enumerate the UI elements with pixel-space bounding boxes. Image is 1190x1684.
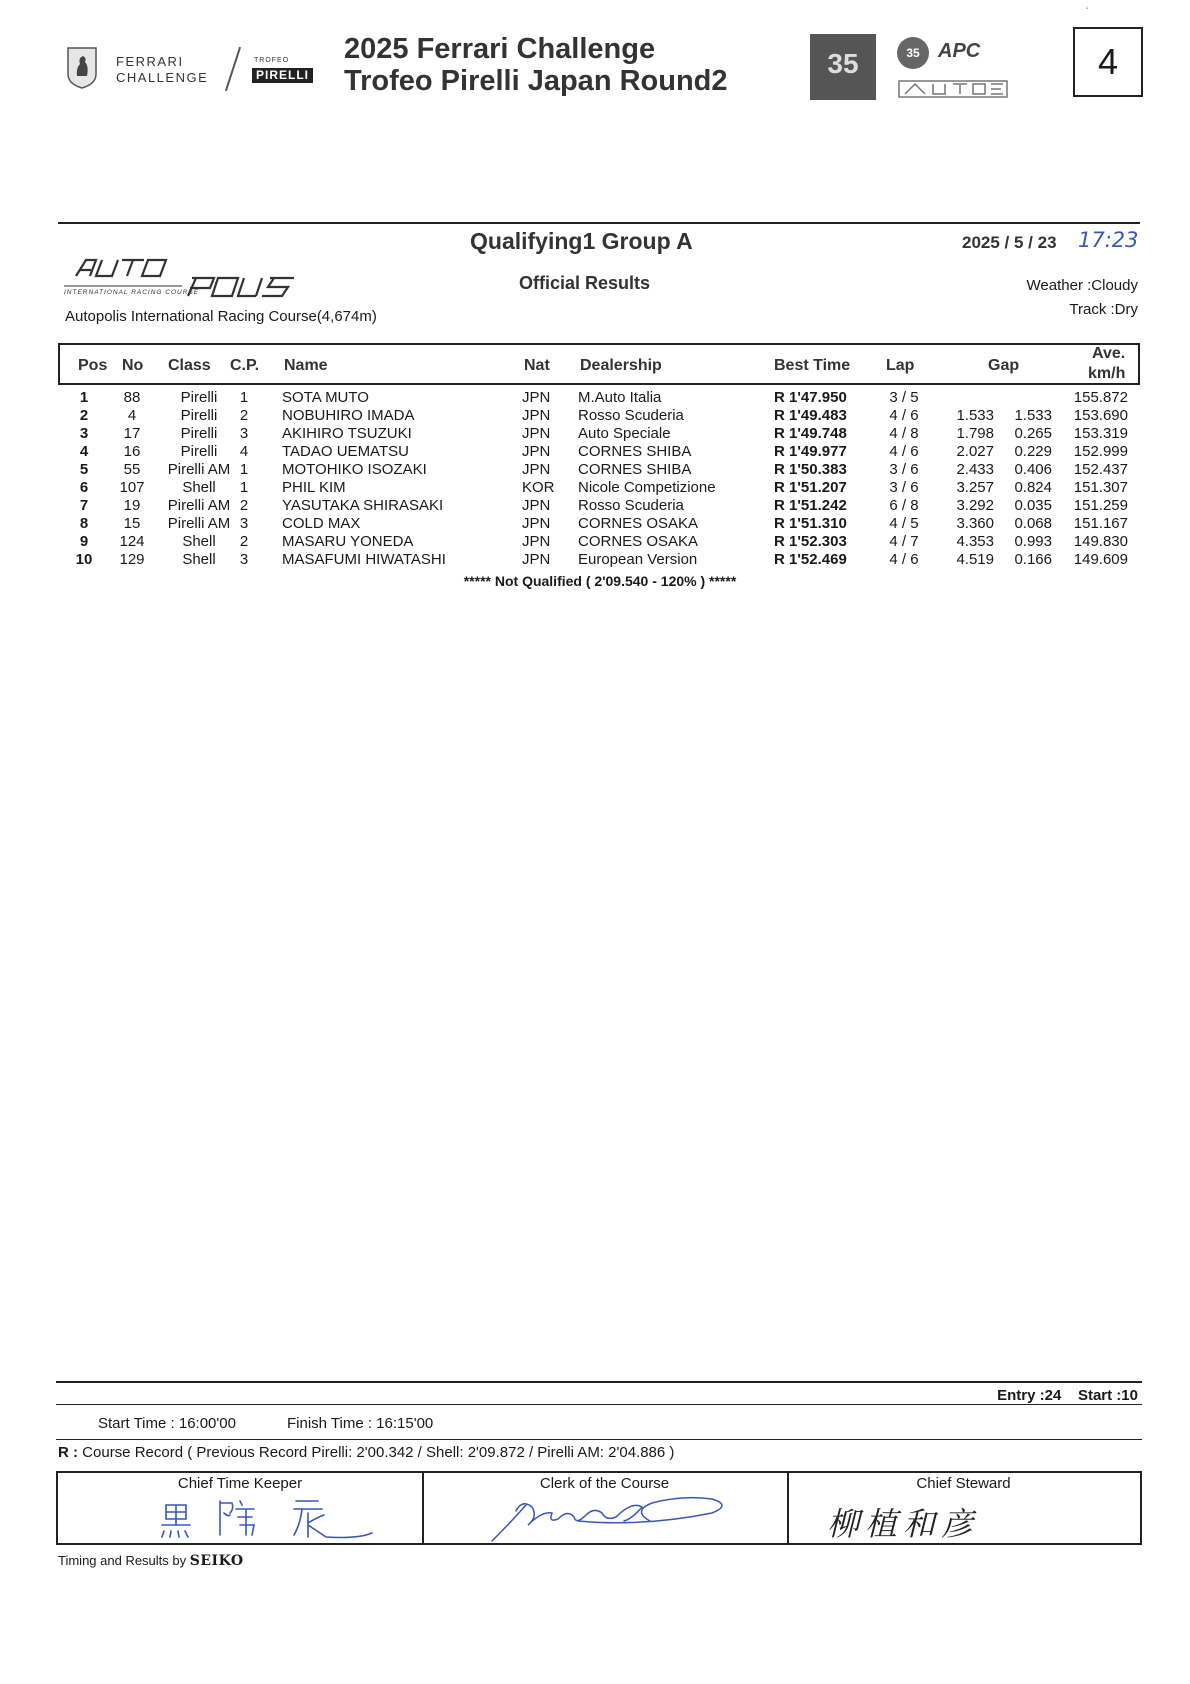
brand-line-1: FERRARI (116, 54, 184, 69)
cell-best: R 1'50.383 (774, 461, 847, 478)
table-row (58, 461, 1140, 479)
chief-steward-signature: 柳植和彦 (827, 1505, 980, 1543)
cell-name: PHIL KIM (282, 479, 346, 496)
cell-nat: JPN (522, 551, 551, 568)
cell-name: COLD MAX (282, 515, 361, 532)
event-title (344, 33, 728, 97)
cell-lap: 4 / 6 (889, 443, 919, 460)
cell-ave: 153.319 (1073, 425, 1128, 442)
cell-best: R 1'49.977 (774, 443, 847, 460)
course-info: Autopolis International Racing Course(4,674m) (65, 308, 377, 325)
cell-cp: 1 (239, 479, 249, 496)
cell-lap: 6 / 8 (889, 497, 919, 514)
table-row (58, 515, 1140, 533)
cell-cp: 3 (239, 515, 249, 532)
cell-best: R 1'49.748 (774, 425, 847, 442)
cell-best: R 1'51.207 (774, 479, 847, 496)
cell-pos: 3 (79, 425, 89, 442)
table-row (58, 443, 1140, 461)
cell-pos: 10 (75, 551, 93, 568)
table-row (58, 407, 1140, 425)
cell-lap: 3 / 6 (889, 479, 919, 496)
cell-ave: 153.690 (1073, 407, 1128, 424)
cell-name: AKIHIRO TSUZUKI (282, 425, 412, 442)
cell-cp: 2 (239, 497, 249, 514)
footer-rule-3 (56, 1439, 1142, 1440)
table-row (58, 425, 1140, 443)
cell-lap: 4 / 5 (889, 515, 919, 532)
event-title-line-2: Trofeo Pirelli Japan Round2 (344, 65, 728, 97)
chief-steward-label: Chief Steward (916, 1475, 1011, 1492)
cell-nat: JPN (522, 461, 551, 478)
cell-dealer: Rosso Scuderia (578, 497, 684, 514)
cell-nat: JPN (522, 407, 551, 424)
autopolis-small-logo (897, 78, 1009, 100)
cell-gap2: 1.533 (1014, 407, 1052, 424)
header-gap: Gap (988, 357, 1020, 374)
cell-dealer: CORNES OSAKA (578, 533, 699, 550)
cell-class: Shell (182, 533, 216, 550)
cell-gap1: 3.360 (956, 515, 994, 532)
cell-lap: 4 / 8 (889, 425, 919, 442)
start-time: Start Time : 16:00'00 (98, 1415, 236, 1432)
session-title: Qualifying1 Group A (470, 228, 693, 254)
timing-by-label: Timing and Results by (58, 1553, 187, 1568)
cell-dealer: CORNES SHIBA (578, 443, 692, 460)
cell-ave: 152.437 (1073, 461, 1128, 478)
cell-gap1: 1.798 (956, 425, 994, 442)
course-record-note (58, 1444, 674, 1461)
page-number-box: 4 (1073, 27, 1143, 97)
table-row (58, 479, 1140, 497)
svg-text:INTERNATIONAL RACING COURSE: INTERNATIONAL RACING COURSE (64, 289, 200, 296)
cell-pos: 7 (79, 497, 89, 514)
cell-pos: 5 (79, 461, 89, 478)
cell-pos: 4 (79, 443, 89, 460)
results-table-header (58, 343, 1140, 385)
section-top-rule (58, 222, 1140, 224)
cell-gap1: 4.353 (956, 533, 994, 550)
cell-gap1: 1.533 (956, 407, 994, 424)
cell-no: 124 (119, 533, 145, 550)
clerk-of-course-signature (482, 1491, 732, 1543)
cell-nat: JPN (522, 443, 551, 460)
cell-best: R 1'51.242 (774, 497, 847, 514)
cell-gap1: 3.292 (956, 497, 994, 514)
header-ave: Ave. (1092, 345, 1126, 362)
header-lap: Lap (886, 357, 915, 374)
cell-name: TADAO UEMATSU (282, 443, 409, 460)
cell-gap2: 0.068 (1014, 515, 1052, 532)
cell-gap1: 4.519 (956, 551, 994, 568)
cell-best: R 1'52.469 (774, 551, 847, 568)
cell-lap: 3 / 5 (889, 389, 919, 406)
ferrari-challenge-wordmark (116, 54, 208, 86)
cell-gap2: 0.406 (1014, 461, 1052, 478)
cell-dealer: Rosso Scuderia (578, 407, 684, 424)
chief-time-keeper-cell (58, 1473, 424, 1543)
cell-class: Pirelli (180, 443, 218, 460)
cell-best: R 1'52.303 (774, 533, 847, 550)
table-row (58, 389, 1140, 407)
handwritten-time: 17:23 (1078, 228, 1139, 252)
cell-pos: 8 (79, 515, 89, 532)
cell-class: Pirelli AM (167, 461, 231, 478)
cell-nat: JPN (522, 389, 551, 406)
cell-no: 17 (123, 425, 141, 442)
official-results-label: Official Results (519, 273, 651, 293)
cell-gap2: 0.265 (1014, 425, 1052, 442)
cell-no: 107 (119, 479, 145, 496)
table-row (58, 551, 1140, 569)
cell-pos: 6 (79, 479, 89, 496)
pirelli-logo: PIRELLI (252, 68, 313, 83)
cell-lap: 4 / 6 (889, 551, 919, 568)
cell-nat: KOR (522, 479, 555, 496)
clerk-of-course-cell (422, 1473, 789, 1543)
cell-gap2: 0.229 (1014, 443, 1052, 460)
cell-dealer: CORNES OSAKA (578, 515, 699, 532)
cell-name: NOBUHIRO IMADA (282, 407, 415, 424)
cell-ave: 152.999 (1073, 443, 1128, 460)
cell-lap: 4 / 6 (889, 407, 919, 424)
cell-cp: 2 (239, 533, 249, 550)
ferrari-shield-icon (66, 46, 98, 90)
cell-name: MOTOHIKO ISOZAKI (282, 461, 427, 478)
cell-nat: JPN (522, 533, 551, 550)
cell-dealer: Auto Speciale (578, 425, 671, 442)
table-row (58, 533, 1140, 551)
record-key: R : (58, 1444, 78, 1461)
anniversary-35-logo: 35 (810, 34, 876, 100)
cell-ave: 149.830 (1073, 533, 1128, 550)
clerk-of-course-label: Clerk of the Course (539, 1475, 670, 1492)
cell-no: 16 (123, 443, 141, 460)
cell-pos: 1 (79, 389, 89, 406)
cell-lap: 4 / 7 (889, 533, 919, 550)
cell-class: Shell (182, 551, 216, 568)
cell-cp: 2 (239, 407, 249, 424)
logo-divider (225, 47, 241, 91)
header-kmh: km/h (1088, 365, 1126, 382)
cell-no: 129 (119, 551, 145, 568)
cell-gap2: 0.166 (1014, 551, 1052, 568)
track-info: Track :Dry (1069, 301, 1138, 318)
table-row (58, 497, 1140, 515)
start-count: Start :10 (1077, 1387, 1138, 1404)
record-text: Course Record ( Previous Record Pirelli: 2'00.342 / Shell: 2'09.872 / Pirelli AM: 2'04.886 ) (82, 1444, 675, 1461)
cell-best: R 1'49.483 (774, 407, 847, 424)
cell-gap1: 3.257 (956, 479, 994, 496)
cell-best: R 1'51.310 (774, 515, 847, 532)
cell-name: MASARU YONEDA (282, 533, 414, 550)
cell-gap2: 0.035 (1014, 497, 1052, 514)
scan-mark: ʻ (1086, 6, 1089, 17)
cell-ave: 151.259 (1073, 497, 1128, 514)
cell-cp: 3 (239, 425, 249, 442)
cell-cp: 1 (239, 461, 249, 478)
cell-cp: 4 (239, 443, 249, 460)
cell-gap1: 2.027 (956, 443, 994, 460)
chief-time-keeper-signature (158, 1495, 378, 1541)
cell-gap1: 2.433 (956, 461, 994, 478)
header-name: Name (284, 357, 328, 374)
cell-cp: 3 (239, 551, 249, 568)
cell-name: SOTA MUTO (282, 389, 369, 406)
signature-box (56, 1471, 1142, 1545)
header-dealership: Dealership (580, 357, 662, 374)
cell-gap2: 0.824 (1014, 479, 1052, 496)
cell-no: 15 (123, 515, 141, 532)
entry-start-count (997, 1387, 1138, 1404)
cell-best: R 1'47.950 (774, 389, 847, 406)
cell-cp: 1 (239, 389, 249, 406)
header-no: No (122, 357, 144, 374)
cell-nat: JPN (522, 497, 551, 514)
cell-ave: 155.872 (1073, 389, 1128, 406)
cell-pos: 9 (79, 533, 89, 550)
cell-dealer: Nicole Competizione (578, 479, 716, 496)
weather-info: Weather :Cloudy (1026, 277, 1138, 294)
header-pos: Pos (78, 357, 108, 374)
chief-time-keeper-label: Chief Time Keeper (177, 1475, 303, 1492)
cell-class: Pirelli (180, 389, 218, 406)
club-seal-logo: 35 (897, 37, 929, 69)
cell-no: 55 (123, 461, 141, 478)
header-cp: C.P. (230, 357, 260, 374)
header-nat: Nat (524, 357, 550, 374)
cell-class: Pirelli AM (167, 515, 231, 532)
timing-credit (58, 1553, 244, 1569)
cell-ave: 149.609 (1073, 551, 1128, 568)
not-qualified-note: ***** Not Qualified ( 2'09.540 - 120% ) ***** (463, 573, 737, 589)
cell-no: 4 (127, 407, 137, 424)
cell-pos: 2 (79, 407, 89, 424)
cell-dealer: CORNES SHIBA (578, 461, 692, 478)
cell-class: Pirelli (180, 407, 218, 424)
cell-lap: 3 / 6 (889, 461, 919, 478)
header-best-time: Best Time (774, 357, 851, 374)
cell-name: MASAFUMI HIWATASHI (282, 551, 446, 568)
autopolis-logo (62, 256, 330, 298)
finish-time: Finish Time : 16:15'00 (287, 1415, 434, 1432)
cell-no: 88 (123, 389, 141, 406)
trofeo-label: TROFEO (254, 57, 290, 64)
cell-no: 19 (123, 497, 141, 514)
cell-name: YASUTAKA SHIRASAKI (282, 497, 444, 514)
cell-nat: JPN (522, 425, 551, 442)
seiko-logo: SEIKO (189, 1553, 244, 1569)
entry-count: Entry :24 (997, 1387, 1062, 1404)
brand-line-2: CHALLENGE (116, 70, 209, 85)
cell-class: Pirelli AM (167, 497, 231, 514)
cell-dealer: M.Auto Italia (578, 389, 662, 406)
session-date: 2025 / 5 / 23 (962, 233, 1057, 252)
cell-dealer: European Version (578, 551, 698, 568)
footer-top-rule (56, 1381, 1142, 1383)
chief-steward-cell (787, 1473, 1140, 1543)
apc-logo: APC (938, 40, 981, 62)
cell-ave: 151.167 (1073, 515, 1128, 532)
event-title-line-1: 2025 Ferrari Challenge (344, 33, 656, 65)
cell-class: Shell (182, 479, 216, 496)
cell-gap2: 0.993 (1014, 533, 1052, 550)
cell-class: Pirelli (180, 425, 218, 442)
footer-rule-2 (56, 1404, 1142, 1405)
cell-nat: JPN (522, 515, 551, 532)
header-class: Class (168, 357, 211, 374)
cell-ave: 151.307 (1073, 479, 1128, 496)
